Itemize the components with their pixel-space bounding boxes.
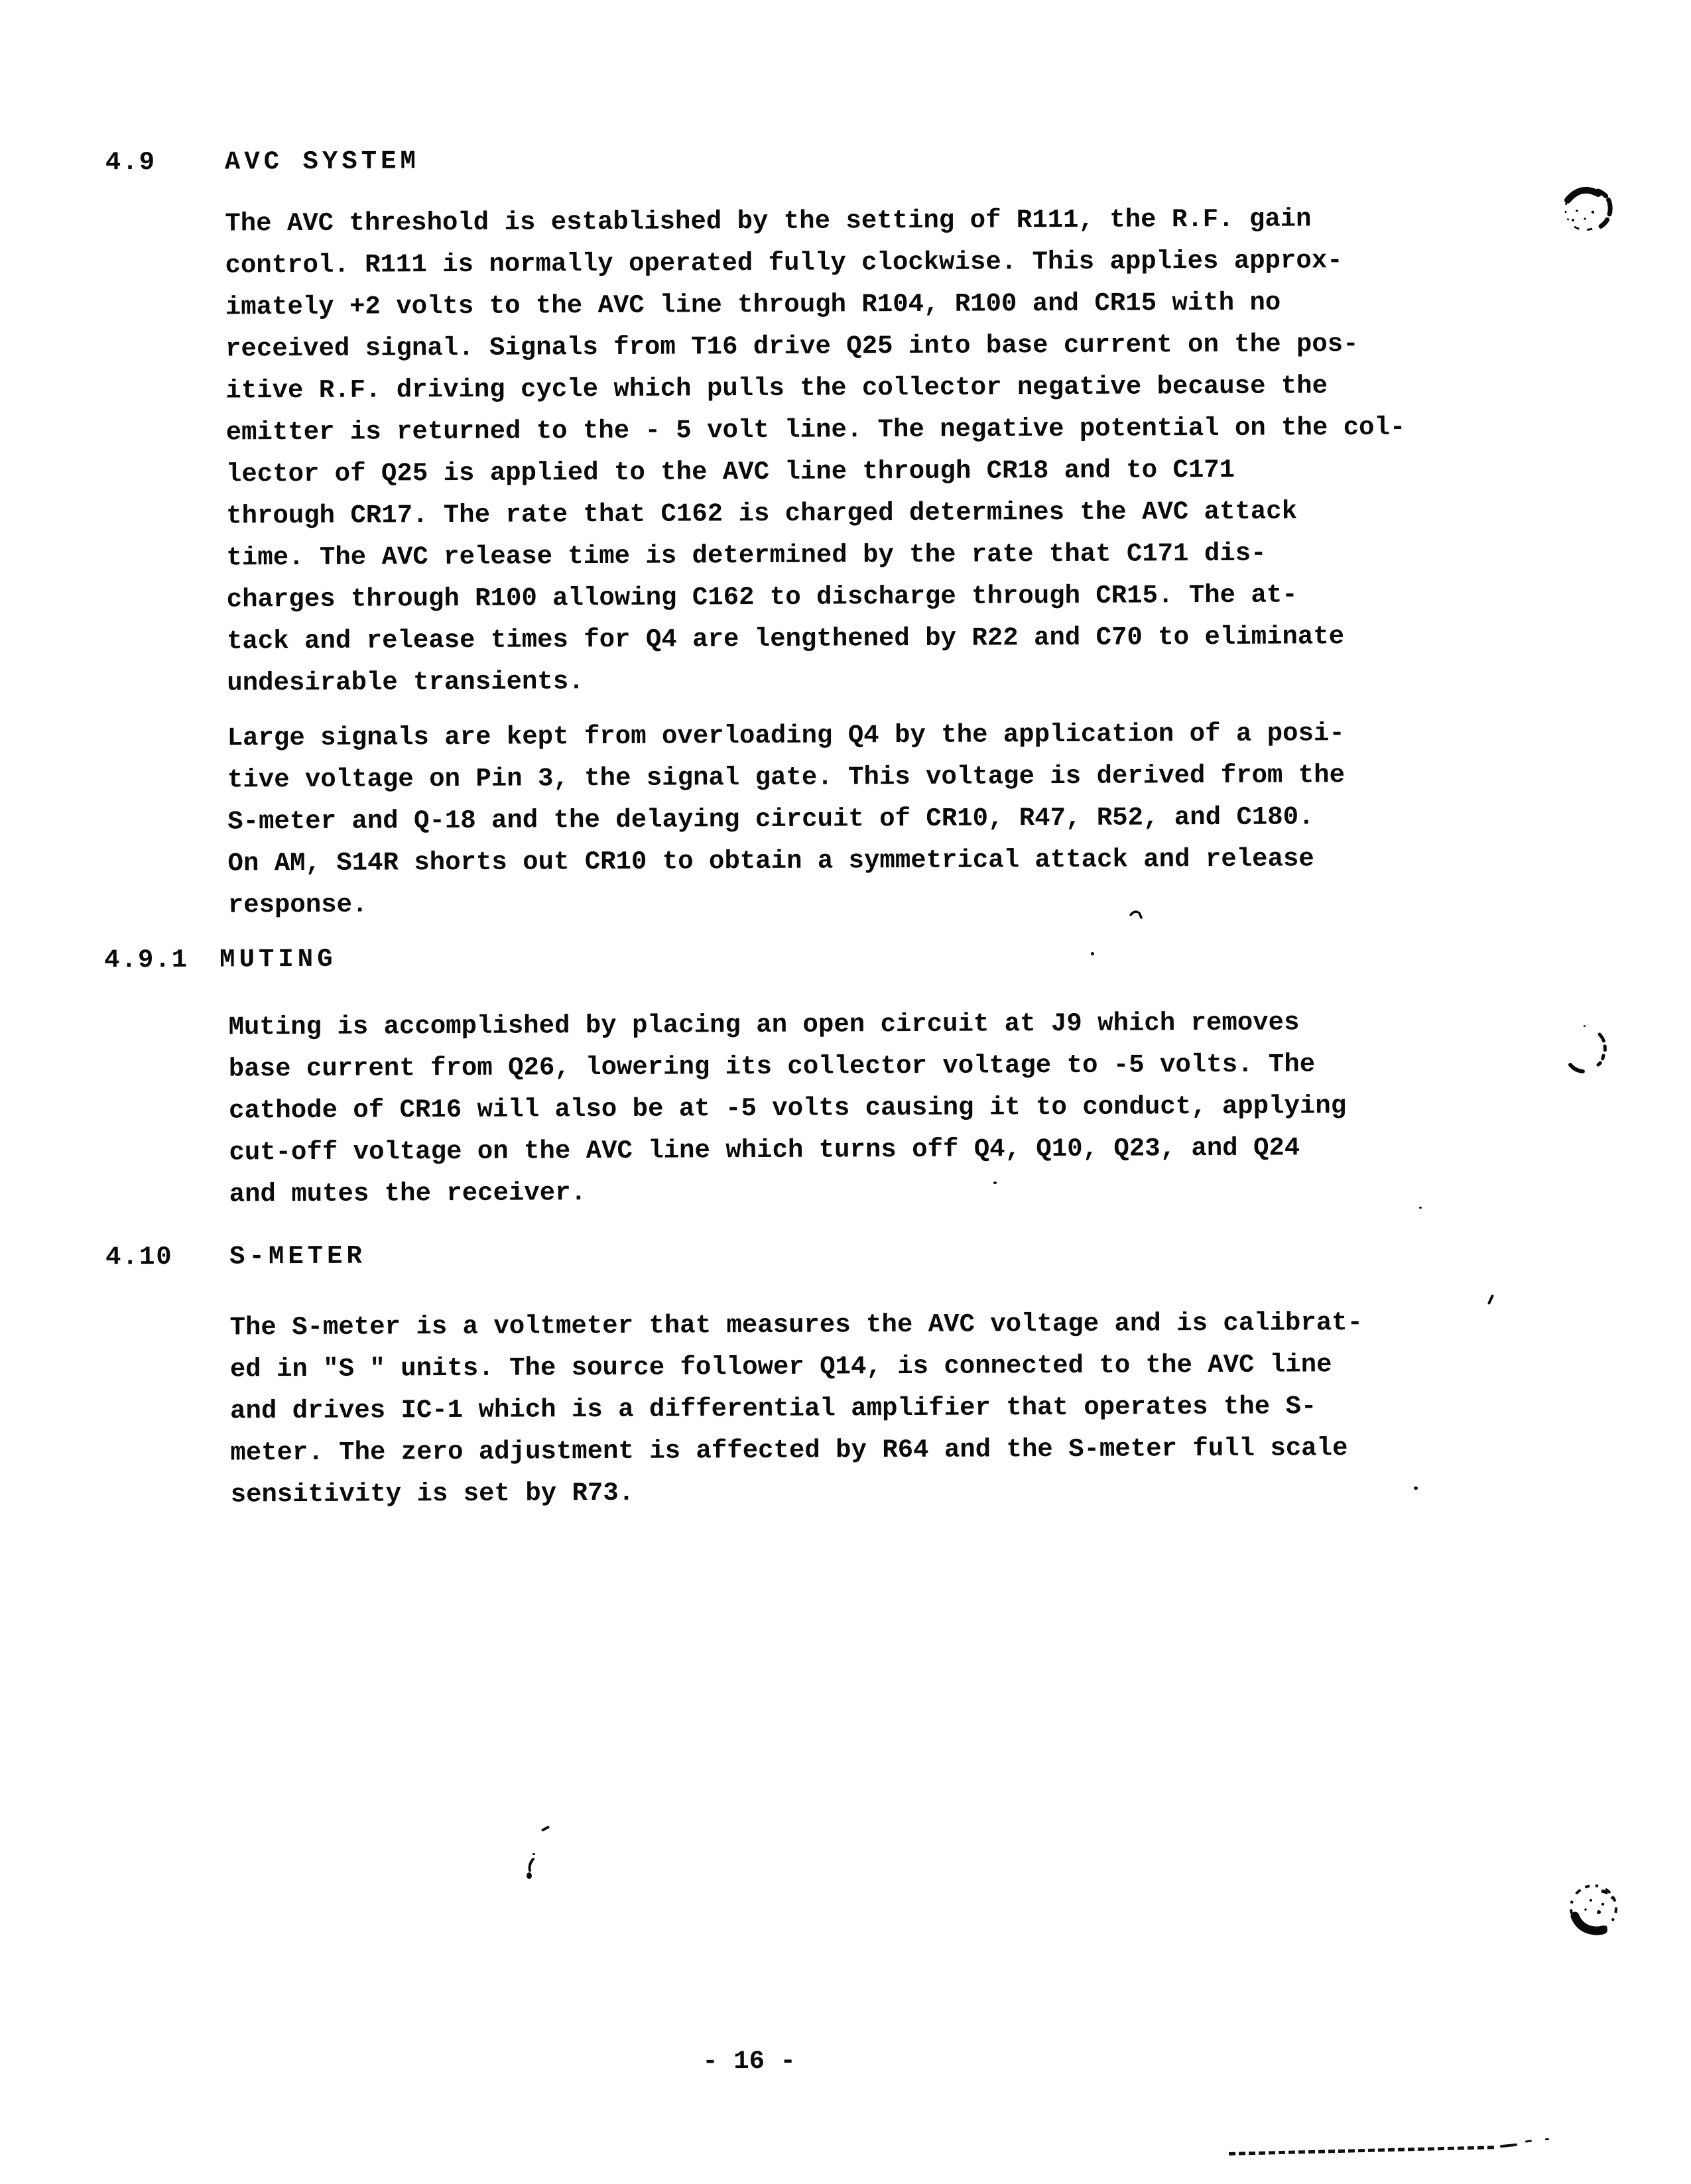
section-4-9-1-title: MUTING bbox=[219, 944, 337, 975]
section-4-9-paragraph-2: Large signals are kept from overloading Q4 by the application of a posi- tive voltage on Pin 3, the signal gate. This voltage is derived from the S-meter and Q-18 and the delaying circuit of CR10, R47, R52, and C180. On AM, S14R shorts out CR10 to obtain a symmetrical attack and release response. bbox=[227, 719, 1346, 920]
ink-curl-mark-icon bbox=[1129, 908, 1144, 920]
ink-speck bbox=[1414, 1486, 1418, 1490]
ink-speck bbox=[993, 1182, 997, 1184]
section-4-9-1-paragraph-1: Muting is accomplished by placing an open circuit at J9 which removes base current from Q26, lowering its collector voltage to -5 volts. The cathode of CR16 will also be at -5 volts causing it to conduct, applying cut-off voltage on the AVC line which turns off Q4, Q10, Q23, and Q24 and mutes the receiver. bbox=[228, 1008, 1347, 1209]
speckled-ink-ring-icon bbox=[1562, 1878, 1628, 1941]
section-4-10-number: 4.10 bbox=[105, 1242, 173, 1272]
ink-squiggle-mark-icon bbox=[525, 1858, 537, 1880]
ink-smudge-ring-icon bbox=[1558, 183, 1619, 236]
section-4-10-title: S-METER bbox=[229, 1241, 367, 1272]
section-4-10-paragraph-1: The S-meter is a voltmeter that measures the AVC voltage and is calibrat- ed in "S " units. The source follower Q14, is connected to the AVC line and drives IC-1 which is a differential amplifier that operates the S- meter. The zero adjustment is affected by R64 and the S-meter full scale sensitivity is set by R73. bbox=[229, 1308, 1363, 1510]
ink-speck bbox=[1419, 1207, 1422, 1209]
ink-speck bbox=[1091, 952, 1094, 955]
section-4-9-paragraph-1: The AVC threshold is established by the setting of R111, the R.F. gain control. R111 is normally operated fully clockwise. This applies approx- imately +2 volts to the AVC line through R104, R100 and CR15 with no received signal. Signals from T16 drive Q25 into base current on the pos- itive R.F. driving cycle which pulls the collector negative because the emitter is returned to the - 5 volt line. The negative potential on the col- lector of Q25 is applied to the AVC line through CR18 and to C171 through CR17. The rate that C162 is charged determines the AVC attack time. The AVC release time is determined by the rate that C171 dis- charges through R100 allowing C162 to discharge through CR15. The at- tack and release times for Q4 are lengthened by R22 and C70 to eliminate undesirable transients. bbox=[225, 204, 1406, 698]
section-4-9-1-number: 4.9.1 bbox=[104, 945, 189, 975]
section-4-9-number: 4.9 bbox=[105, 147, 157, 178]
ink-speck bbox=[532, 1853, 535, 1855]
faint-ink-ring-icon bbox=[1558, 1021, 1621, 1084]
page-number: - 16 - bbox=[702, 2046, 796, 2077]
section-4-9-title: AVC SYSTEM bbox=[224, 147, 420, 177]
ink-dash bbox=[1545, 2138, 1549, 2140]
